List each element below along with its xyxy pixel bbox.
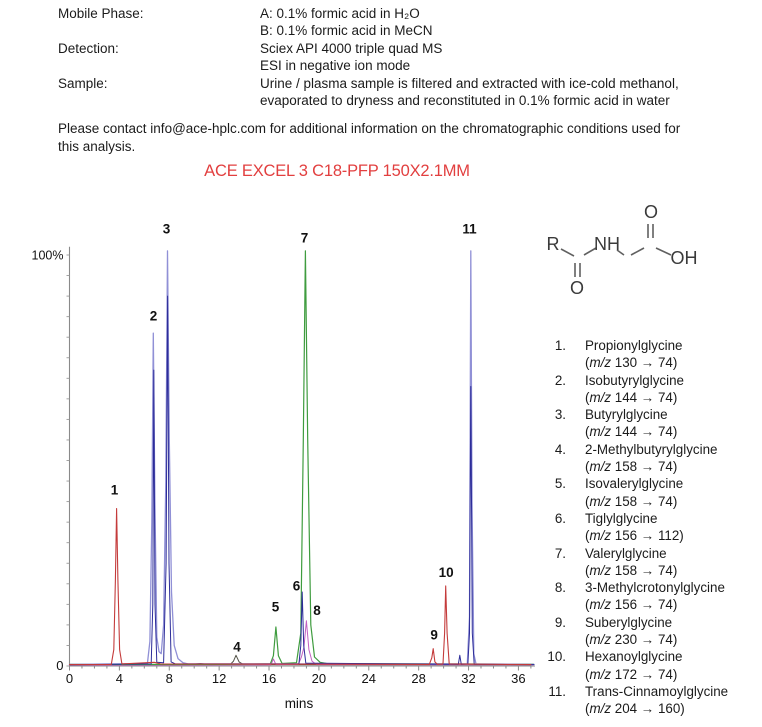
x-tick-label: 4 [115, 671, 123, 686]
spec-label [58, 57, 260, 74]
spec-label: Sample: [58, 75, 108, 91]
compound-name: 2-Methylbutyrylglycine [585, 441, 718, 457]
spec-value: Urine / plasma sample is filtered and extracted with ice-cold methanol, [260, 75, 679, 91]
spec-value: evaporated to dryness and reconstituted in 0.1% formic acid in water [260, 93, 670, 109]
x-tick-label: 0 [65, 671, 74, 686]
atom-label-nh: NH [594, 234, 620, 254]
chromatogram [28, 212, 548, 717]
spec-label: Mobile Phase: [58, 6, 144, 21]
spec-value: Sciex API 4000 triple quad MS [260, 40, 443, 56]
contact-line-1: Please contact info@ace-hplc.com for additional information on the chromatographic conditions used for [58, 121, 681, 136]
spec-value: B: 0.1% formic acid in MeCN [260, 23, 433, 39]
conditions-table [58, 5, 720, 109]
spec-row [58, 5, 720, 22]
x-tick-label: 28 [411, 671, 426, 686]
spec-row [58, 22, 720, 39]
peak-label-7: 7 [300, 230, 309, 246]
compound-mz: (m/z 156 → 112) [585, 528, 684, 544]
compound-name: Trans-Cinnamoylglycine [585, 683, 729, 699]
acylglycine-structure [524, 198, 762, 326]
contact-line-2: this analysis. [58, 138, 136, 154]
spec-label [58, 22, 260, 39]
list-item [540, 579, 755, 614]
compound-name: Isobutyrylglycine [585, 372, 684, 388]
compound-mz: (m/z 230 → 74) [585, 632, 678, 648]
spec-row [58, 75, 720, 92]
atom-label-o-bottom: O [569, 278, 585, 298]
x-tick-label: 16 [261, 671, 277, 686]
legend-number: 10. [547, 649, 566, 665]
legend-number: 7. [554, 545, 566, 561]
column-title: ACE EXCEL 3 C18-PFP 150X2.1MM [204, 162, 470, 180]
atom-label-oh: OH [670, 248, 698, 268]
legend-number: 3. [554, 407, 566, 423]
x-tick-labels [66, 671, 526, 686]
compound-legend [540, 337, 755, 718]
legend-number: 6. [554, 510, 566, 526]
compound-mz: (m/z 158 → 74) [585, 493, 678, 509]
compound-mz: (m/z 144 → 74) [585, 389, 678, 405]
atom-label-r: R [546, 234, 560, 254]
peak-label-1: 1 [110, 482, 119, 498]
spec-value: A: 0.1% formic acid in H₂O [260, 6, 420, 21]
spec-label [58, 92, 260, 109]
peak-label-3: 3 [162, 221, 171, 237]
compound-name: Valerylglycine [585, 545, 667, 561]
legend-number: 11. [548, 683, 566, 699]
compound-mz: (m/z 158 → 74) [585, 562, 678, 578]
trace-navy [70, 296, 535, 665]
peak-label-4: 4 [233, 639, 241, 655]
list-item [540, 441, 755, 476]
compound-name: Isovalerylglycine [585, 476, 684, 492]
compound-name: Tiglylglycine [585, 510, 658, 526]
list-item [540, 337, 755, 372]
peak-label-11: 11 [462, 221, 477, 237]
y-axis-label-100: 100% [31, 248, 64, 263]
spec-row [58, 92, 720, 109]
legend-number: 9. [554, 614, 566, 630]
compound-name: Suberylglycine [585, 614, 673, 630]
x-tick-label: 12 [211, 671, 227, 686]
legend-number: 2. [554, 372, 566, 388]
compound-name: Butyrylglycine [585, 407, 668, 423]
list-item [540, 683, 755, 718]
structure-atom-labels [547, 202, 698, 298]
list-item [540, 614, 755, 649]
compound-name: Hexanoylglycine [585, 649, 683, 665]
spec-row [58, 40, 720, 57]
traces [70, 251, 535, 665]
x-tick-label: 8 [165, 671, 173, 686]
compound-mz: (m/z 204 → 160) [585, 701, 685, 717]
peak-label-5: 5 [271, 599, 280, 615]
list-item [540, 475, 755, 510]
contact-paragraph [58, 120, 748, 155]
x-tick-label: 24 [361, 671, 377, 686]
x-axis-title: mins [284, 696, 314, 711]
list-item [540, 545, 755, 580]
x-tick-label: 36 [511, 671, 526, 686]
spec-row [58, 57, 720, 74]
atom-label-o-top: O [643, 202, 659, 222]
list-item [540, 372, 755, 407]
peak-label-10: 10 [438, 565, 454, 581]
compound-mz: (m/z 156 → 74) [585, 597, 678, 613]
list-item [540, 510, 755, 545]
list-item [540, 648, 755, 683]
peak-label-2: 2 [149, 308, 158, 324]
compound-name: 3-Methylcrotonylglycine [585, 580, 725, 596]
y-axis-label-0: 0 [56, 658, 64, 673]
compound-mz: (m/z 144 → 74) [585, 424, 678, 440]
list-item [540, 406, 755, 441]
legend-number: 4. [554, 441, 566, 457]
compound-mz: (m/z 130 → 74) [585, 355, 678, 371]
peak-label-9: 9 [430, 627, 438, 643]
compound-mz: (m/z 172 → 74) [585, 666, 678, 682]
legend-number: 8. [554, 580, 566, 596]
legend-number: 1. [554, 338, 566, 353]
spec-label: Detection: [58, 40, 119, 56]
x-tick-label: 32 [461, 671, 476, 686]
peak-label-8: 8 [313, 603, 321, 619]
peak-label-6: 6 [292, 578, 301, 594]
legend-number: 5. [554, 476, 566, 492]
x-tick-label: 20 [311, 671, 327, 686]
compound-mz: (m/z 158 → 74) [585, 459, 678, 475]
spec-value: ESI in negative ion mode [260, 58, 411, 74]
compound-name: Propionylglycine [585, 338, 683, 353]
